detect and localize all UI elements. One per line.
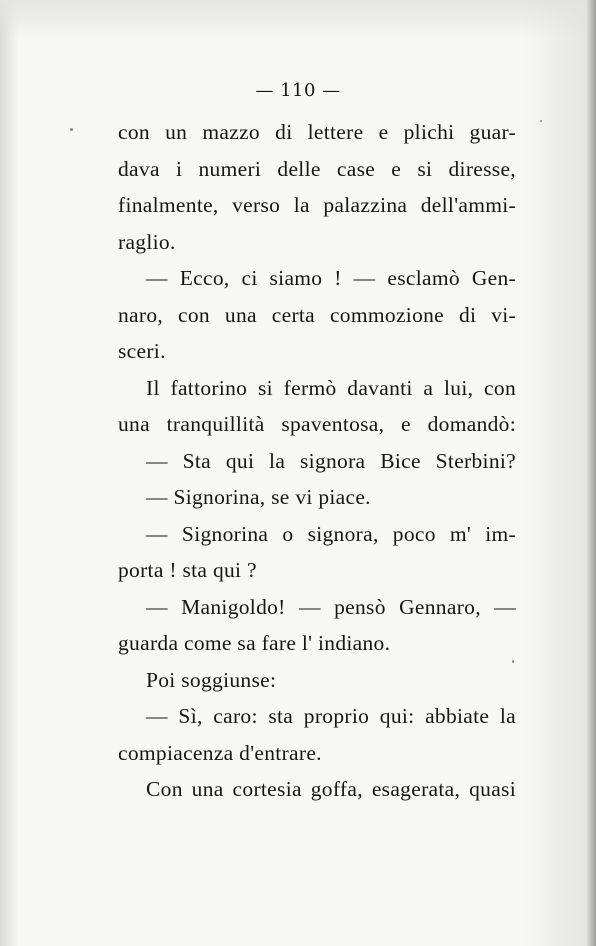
text-line: — Sta qui la signora Bice Sterbini?	[146, 448, 516, 473]
text-line: con un mazzo di lettere e plichi guar-	[118, 120, 516, 144]
text-line: compiacenza d'entrare.	[118, 740, 322, 765]
book-spine-shadow	[586, 0, 596, 946]
text-line: una tranquillità spaventosa, e domandò:	[118, 412, 516, 436]
paper-speck	[70, 128, 73, 131]
text-line: guarda come sa fare l' indiano.	[118, 631, 391, 655]
text-line: dava i numeri delle case e si diresse,	[118, 156, 516, 181]
text-line: — Signorina, se vi piace.	[146, 485, 371, 509]
text-line: Poi soggiunse:	[146, 667, 277, 692]
text-line: — Signorina o signora, poco m' im-	[146, 521, 516, 546]
body-text	[118, 114, 516, 808]
text-line: Con una cortesia goffa, esagerata, quasi	[146, 777, 516, 801]
text-line: finalmente, verso la palazzina dell'ammi-	[118, 193, 516, 217]
paper-speck	[540, 120, 542, 122]
page-number: — 110 —	[255, 80, 341, 101]
text-line: sceri.	[118, 339, 166, 363]
text-line: naro, con una certa commozione di vi-	[118, 302, 516, 327]
text-line: porta ! sta qui ?	[118, 558, 257, 582]
text-line: — Ecco, ci siamo ! — esclamò Gen-	[146, 266, 516, 290]
page-left-edge-shadow	[0, 0, 18, 946]
paper-speck	[512, 660, 514, 663]
text-line: — Manigoldo! — pensò Gennaro, —	[146, 594, 516, 619]
text-line: — Sì, caro: sta proprio qui: abbiate la	[146, 704, 516, 728]
text-line: raglio.	[118, 229, 176, 254]
page-top-shadow	[0, 0, 596, 40]
text-line: Il fattorino si fermò davanti a lui, con	[146, 375, 516, 400]
